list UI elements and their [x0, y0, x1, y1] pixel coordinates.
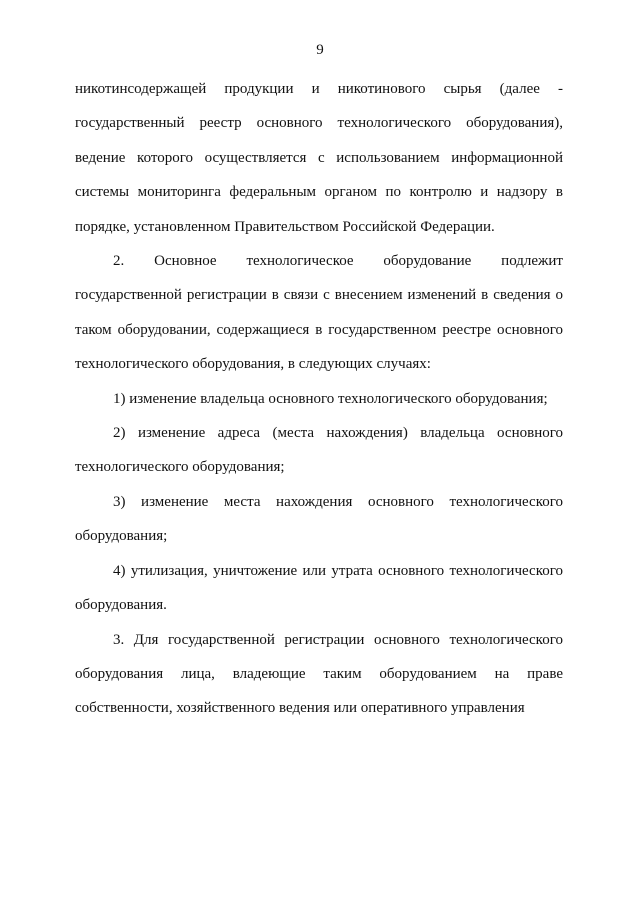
list-item-1: 1) изменение владельца основного технологического оборудования; — [113, 390, 548, 407]
document-body — [75, 72, 563, 726]
paragraph-item-3: 3. Для государственной регистрации основного технологического оборудования лица, владеющие таким оборудованием на праве собственности, хозяйственного ведения или оперативного управления — [75, 631, 563, 717]
paragraph-item-2: 2. Основное технологическое оборудование подлежит государственной регистрации в связи с внесением изменений в сведения о таком оборудовании, содержащиеся в государственном реестре основного технологического оборудования, в следующих случаях: — [75, 253, 563, 373]
page-number: 9 — [316, 42, 324, 58]
list-item-2: 2) изменение адреса (места нахождения) владельца основного технологического оборудования; — [75, 425, 563, 476]
list-item-3: 3) изменение места нахождения основного технологического оборудования; — [75, 493, 563, 545]
list-item-4: 4) утилизация, уничтожение или утрата основного технологического оборудования. — [75, 562, 563, 614]
paragraph-continuation: никотинсодержащей продукции и никотинового сырья (далее - государственный реестр основного технологического оборудования), ведение которого осуществляется с использованием информационной системы мониторинга федеральным органом по контролю и надзору в порядке, установленном Правительством Российской Федерации. — [75, 81, 563, 235]
